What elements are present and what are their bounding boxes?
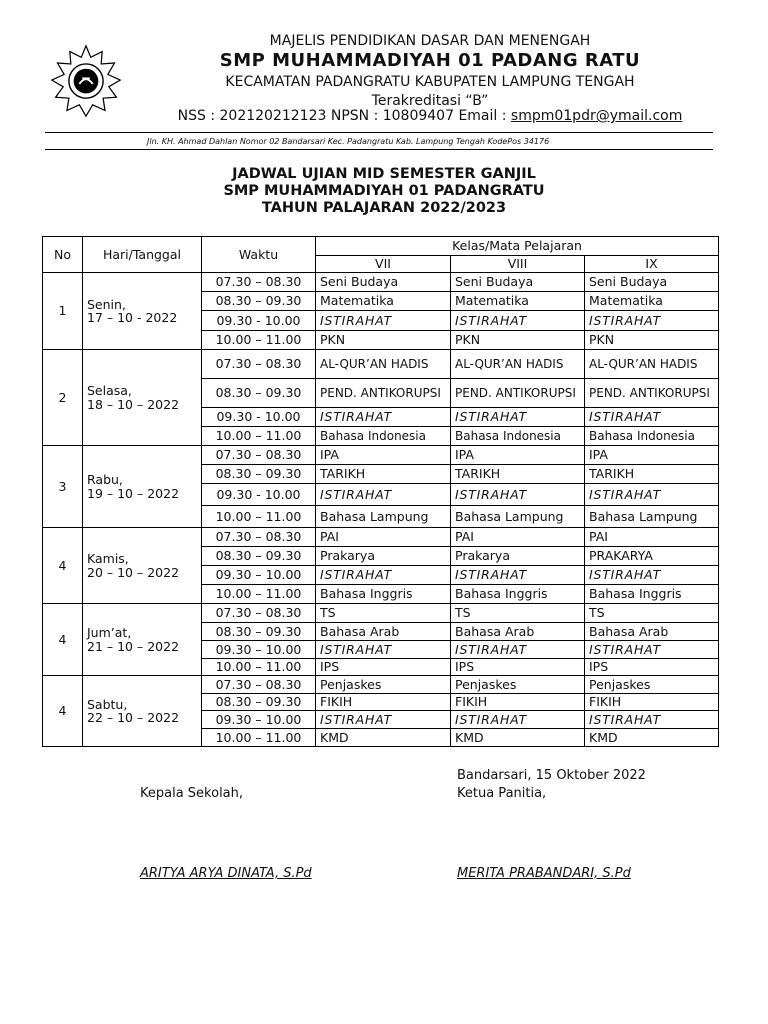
committee-chair-role: Ketua Panitia, [457, 786, 547, 801]
subject-cell: Matematika [451, 292, 585, 311]
time-slot: 10.00 – 11.00 [202, 331, 316, 350]
principal-role: Kepala Sekolah, [140, 786, 244, 801]
day-name: Senin, [87, 296, 126, 312]
subject-cell: IPA [316, 446, 451, 465]
subject-cell: PKN [585, 331, 719, 350]
subject-cell: FIKIH [451, 694, 585, 711]
day-date-cell [83, 604, 202, 676]
subject-cell: KMD [451, 729, 585, 747]
address-line: Jln. KH. Ahmad Dahlan Nomor 02 Bandarsari Kec. Padangratu Kab. Lampung Tengah KodePos 34176 [147, 137, 550, 146]
subject-cell: Seni Budaya [316, 273, 451, 292]
break-cell: ISTIRAHAT [316, 711, 451, 729]
day-date-cell [83, 273, 202, 350]
time-slot: 07.30 – 08.30 [202, 350, 316, 379]
subject-cell: FIKIH [316, 694, 451, 711]
subject-cell: IPS [451, 659, 585, 676]
subject-cell: KMD [585, 729, 719, 747]
header-no: No [43, 237, 83, 273]
day-date-cell [83, 350, 202, 446]
subject-cell: Bahasa Arab [585, 623, 719, 641]
schedule-body [43, 273, 719, 747]
day-date: 19 – 10 – 2022 [87, 485, 180, 501]
break-cell: ISTIRAHAT [451, 311, 585, 331]
day-date: 18 – 10 – 2022 [87, 396, 180, 412]
document-title-line2: SMP MUHAMMADIYAH 01 PADANGRATU [223, 183, 545, 199]
subject-cell: IPA [585, 446, 719, 465]
subject-cell: Penjaskes [316, 676, 451, 694]
subject-cell: Bahasa Arab [316, 623, 451, 641]
subject-cell: Bahasa Lampung [585, 506, 719, 528]
subject-cell: PAI [451, 528, 585, 547]
time-slot: 10.00 – 11.00 [202, 585, 316, 604]
organization-line: MAJELIS PENDIDIKAN DASAR DAN MENENGAH [269, 33, 591, 49]
school-logo-icon [48, 44, 124, 120]
day-number: 1 [43, 273, 83, 350]
subject-cell: TS [316, 604, 451, 623]
time-slot: 10.00 – 11.00 [202, 427, 316, 446]
subject-cell: Bahasa Inggris [316, 585, 451, 604]
day-name: Sabtu, [87, 696, 128, 712]
header-time: Waktu [202, 237, 316, 273]
break-cell: ISTIRAHAT [451, 711, 585, 729]
nss-npsn-text: NSS : 202120212123 NPSN : 10809407 Email : [177, 108, 511, 124]
table-row [43, 350, 719, 379]
break-cell: ISTIRAHAT [451, 484, 585, 506]
break-cell: ISTIRAHAT [316, 484, 451, 506]
header-class-ix: IX [585, 256, 719, 273]
subject-cell: Bahasa Indonesia [585, 427, 719, 446]
day-date-cell [83, 528, 202, 604]
subject-cell: PAI [585, 528, 719, 547]
subject-cell: IPS [585, 659, 719, 676]
time-slot: 08.30 – 09.30 [202, 379, 316, 408]
subject-cell: Seni Budaya [451, 273, 585, 292]
subject-cell: TARIKH [316, 465, 451, 484]
document-title-line1: JADWAL UJIAN MID SEMESTER GANJIL [232, 166, 536, 182]
subject-cell: Matematika [316, 292, 451, 311]
break-cell: ISTIRAHAT [451, 641, 585, 659]
time-slot: 08.30 – 09.30 [202, 547, 316, 566]
time-slot: 09.30 – 10.00 [202, 711, 316, 729]
committee-chair-name: MERITA PRABANDARI, S.Pd [457, 866, 631, 881]
principal-name: ARITYA ARYA DINATA, S.Pd [140, 866, 312, 881]
header-class-vii: VII [316, 256, 451, 273]
table-row [43, 446, 719, 465]
subject-cell: IPA [451, 446, 585, 465]
day-date: 17 – 10 - 2022 [87, 310, 178, 325]
subject-cell: PRAKARYA [585, 547, 719, 566]
header-classes: Kelas/Mata Pelajaran [316, 237, 719, 256]
time-slot: 07.30 – 08.30 [202, 676, 316, 694]
subject-cell: Prakarya [451, 547, 585, 566]
time-slot: 09.30 - 10.00 [202, 484, 316, 506]
day-name: Kamis, [87, 551, 129, 567]
day-name: Selasa, [87, 383, 132, 399]
time-slot: 10.00 – 11.00 [202, 506, 316, 528]
time-slot: 07.30 – 08.30 [202, 273, 316, 292]
table-row [43, 273, 719, 292]
break-cell: ISTIRAHAT [585, 711, 719, 729]
exam-schedule-table [42, 236, 719, 747]
time-slot: 09.30 – 10.00 [202, 641, 316, 659]
time-slot: 07.30 – 08.30 [202, 604, 316, 623]
break-cell: ISTIRAHAT [585, 311, 719, 331]
table-row [43, 528, 719, 547]
day-name: Jum’at, [87, 625, 132, 641]
subject-cell: Bahasa Indonesia [451, 427, 585, 446]
day-number: 4 [43, 676, 83, 747]
day-date: 22 – 10 – 2022 [87, 710, 180, 725]
table-row [43, 676, 719, 694]
subject-cell: AL-QUR’AN HADIS [316, 350, 451, 379]
subject-cell: FIKIH [585, 694, 719, 711]
header-class-viii: VIII [451, 256, 585, 273]
contact-line [130, 108, 730, 124]
school-name: SMP MUHAMMADIYAH 01 PADANG RATU [219, 50, 641, 71]
day-date: 21 – 10 – 2022 [87, 638, 180, 654]
time-slot: 07.30 – 08.30 [202, 446, 316, 465]
subject-cell: AL-QUR’AN HADIS [585, 350, 719, 379]
subject-cell: Bahasa Inggris [451, 585, 585, 604]
subject-cell: Penjaskes [585, 676, 719, 694]
break-cell: ISTIRAHAT [585, 484, 719, 506]
break-cell: ISTIRAHAT [316, 311, 451, 331]
break-cell: ISTIRAHAT [585, 408, 719, 427]
time-slot: 07.30 – 08.30 [202, 528, 316, 547]
subject-cell: Bahasa Lampung [451, 506, 585, 528]
day-number: 4 [43, 604, 83, 676]
subject-cell: AL-QUR’AN HADIS [451, 350, 585, 379]
break-cell: ISTIRAHAT [451, 566, 585, 585]
break-cell: ISTIRAHAT [316, 641, 451, 659]
time-slot: 09.30 - 10.00 [202, 311, 316, 331]
break-cell: ISTIRAHAT [585, 566, 719, 585]
subject-cell: TS [451, 604, 585, 623]
subject-cell: Penjaskes [451, 676, 585, 694]
time-slot: 09.30 – 10.00 [202, 566, 316, 585]
subject-cell: Bahasa Inggris [585, 585, 719, 604]
break-cell: ISTIRAHAT [316, 566, 451, 585]
header-divider-bottom [45, 149, 713, 150]
email-link[interactable]: smpm01pdr@ymail.com [510, 108, 683, 124]
document-title-line3: TAHUN PALAJARAN 2022/2023 [261, 200, 507, 216]
subject-cell: PEND. ANTIKORUPSI [451, 379, 585, 408]
subject-cell: TARIKH [585, 465, 719, 484]
subject-cell: Seni Budaya [585, 273, 719, 292]
break-cell: ISTIRAHAT [451, 408, 585, 427]
day-date-cell [83, 676, 202, 747]
subject-cell: PEND. ANTIKORUPSI [316, 379, 451, 408]
subject-cell: Matematika [585, 292, 719, 311]
subject-cell: IPS [316, 659, 451, 676]
subject-cell: KMD [316, 729, 451, 747]
subject-cell: Bahasa Arab [451, 623, 585, 641]
subject-cell: PEND. ANTIKORUPSI [585, 379, 719, 408]
subject-cell: Bahasa Indonesia [316, 427, 451, 446]
break-cell: ISTIRAHAT [585, 641, 719, 659]
subject-cell: TARIKH [451, 465, 585, 484]
subject-cell: Bahasa Lampung [316, 506, 451, 528]
day-name: Rabu, [87, 472, 123, 488]
subject-cell: PAI [316, 528, 451, 547]
time-slot: 10.00 – 11.00 [202, 729, 316, 747]
table-row [43, 604, 719, 623]
header-divider-top [45, 132, 713, 133]
day-date-cell [83, 446, 202, 528]
day-date: 20 – 10 – 2022 [87, 564, 180, 580]
time-slot: 10.00 – 11.00 [202, 659, 316, 676]
subject-cell: PKN [451, 331, 585, 350]
day-number: 2 [43, 350, 83, 446]
accreditation-line: Terakreditasi “B” [371, 93, 489, 109]
time-slot: 09.30 - 10.00 [202, 408, 316, 427]
time-slot: 08.30 – 09.30 [202, 694, 316, 711]
signature-place-date: Bandarsari, 15 Oktober 2022 [457, 768, 646, 783]
time-slot: 08.30 – 09.30 [202, 292, 316, 311]
subject-cell: TS [585, 604, 719, 623]
district-line: KECAMATAN PADANGRATU KABUPATEN LAMPUNG TENGAH [225, 74, 635, 90]
header-day: Hari/Tanggal [83, 237, 202, 273]
break-cell: ISTIRAHAT [316, 408, 451, 427]
subject-cell: PKN [316, 331, 451, 350]
day-number: 3 [43, 446, 83, 528]
time-slot: 08.30 – 09.30 [202, 623, 316, 641]
time-slot: 08.30 – 09.30 [202, 465, 316, 484]
subject-cell: Prakarya [316, 547, 451, 566]
day-number: 4 [43, 528, 83, 604]
